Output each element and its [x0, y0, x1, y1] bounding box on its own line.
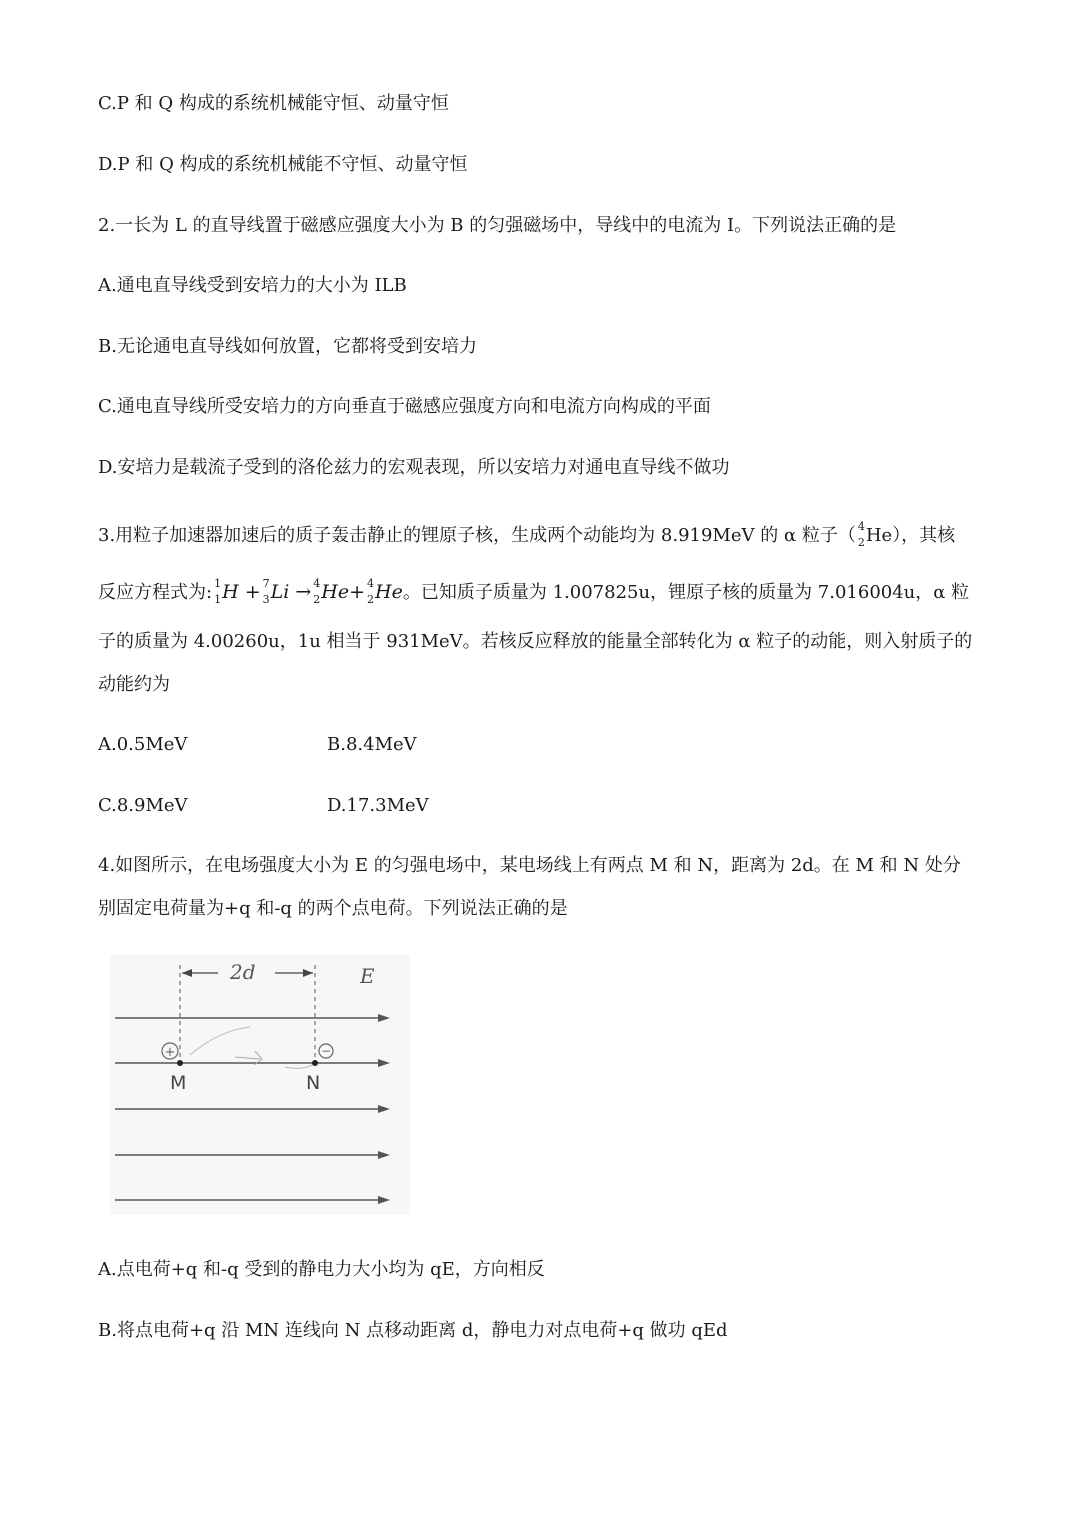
q4-option-b: B.将点电荷+q 沿 MN 连线向 N 点移动距离 d，静电力对点电荷+q 做功 qEd [98, 1320, 728, 1341]
q3-option-a: A.0.5MeV [98, 734, 188, 755]
distance-label: 2d [230, 960, 256, 984]
q1-option-c: C.P 和 Q 构成的系统机械能守恒、动量守恒 [98, 93, 449, 114]
he-isotope-notation: 4 2 [857, 520, 865, 549]
point-n-label: N [306, 1072, 321, 1094]
q4-stem-line2: 别固定电荷量为+q 和-q 的两个点电荷。下列说法正确的是 [98, 898, 568, 919]
electric-field-figure [110, 955, 410, 1215]
q2-stem: 2.一长为 L 的直导线置于磁感应强度大小为 B 的匀强磁场中，导线中的电流为 I。下列说法正确的是 [98, 215, 897, 236]
minus-sign: − [320, 1044, 332, 1058]
q4-option-a: A.点电荷+q 和-q 受到的静电力大小均为 qE，方向相反 [98, 1259, 545, 1280]
q3-stem-line4: 动能约为 [98, 674, 170, 695]
point-m-label: M [170, 1072, 187, 1094]
field-label: E [360, 964, 375, 988]
q3-line2-text-a: 反应方程式为: [98, 582, 213, 603]
plus-sign: + [164, 1045, 176, 1060]
q1-option-d: D.P 和 Q 构成的系统机械能不守恒、动量守恒 [98, 154, 468, 175]
q3-option-b: B.8.4MeV [327, 734, 417, 755]
q3-line1-text-b: ），其核 [892, 525, 956, 546]
q3-line1-text-a: 3.用粒子加速器加速后的质子轰击静止的锂原子核，生成两个动能均为 8.919MeV 的 α 粒子（ [98, 525, 856, 546]
q2-option-b: B.无论通电直导线如何放置，它都将受到安培力 [98, 336, 477, 357]
q3-stem-line1 [98, 520, 956, 549]
q3-line2-text-b: 。已知质子质量为 1.007825u，锂原子核的质量为 7.016004u，α 粒 [402, 582, 970, 603]
q2-option-a: A.通电直导线受到安培力的大小为 ILB [98, 275, 407, 296]
nuclear-equation: 1 1 H + 7 3 Li → 4 2 He+ 4 2 He [214, 577, 403, 606]
point-n-dot [312, 1060, 318, 1066]
q2-option-c: C.通电直导线所受安培力的方向垂直于磁感应强度方向和电流方向构成的平面 [98, 396, 711, 417]
he-symbol: He [865, 525, 893, 546]
q2-option-d: D.安培力是载流子受到的洛伦兹力的宏观表现，所以安培力对通电直导线不做功 [98, 457, 730, 478]
q3-stem-line3: 子的质量为 4.00260u，1u 相当于 931MeV。若核反应释放的能量全部转化为 α 粒子的动能，则入射质子的 [98, 631, 973, 652]
figure-background [110, 955, 410, 1215]
q3-stem-line2 [98, 577, 970, 606]
q3-option-c: C.8.9MeV [98, 795, 188, 816]
q4-stem-line1: 4.如图所示，在电场强度大小为 E 的匀强电场中，某电场线上有两点 M 和 N，距离为 2d。在 M 和 N 处分 [98, 855, 961, 876]
q3-option-d: D.17.3MeV [327, 795, 429, 816]
point-m-dot [177, 1060, 183, 1066]
